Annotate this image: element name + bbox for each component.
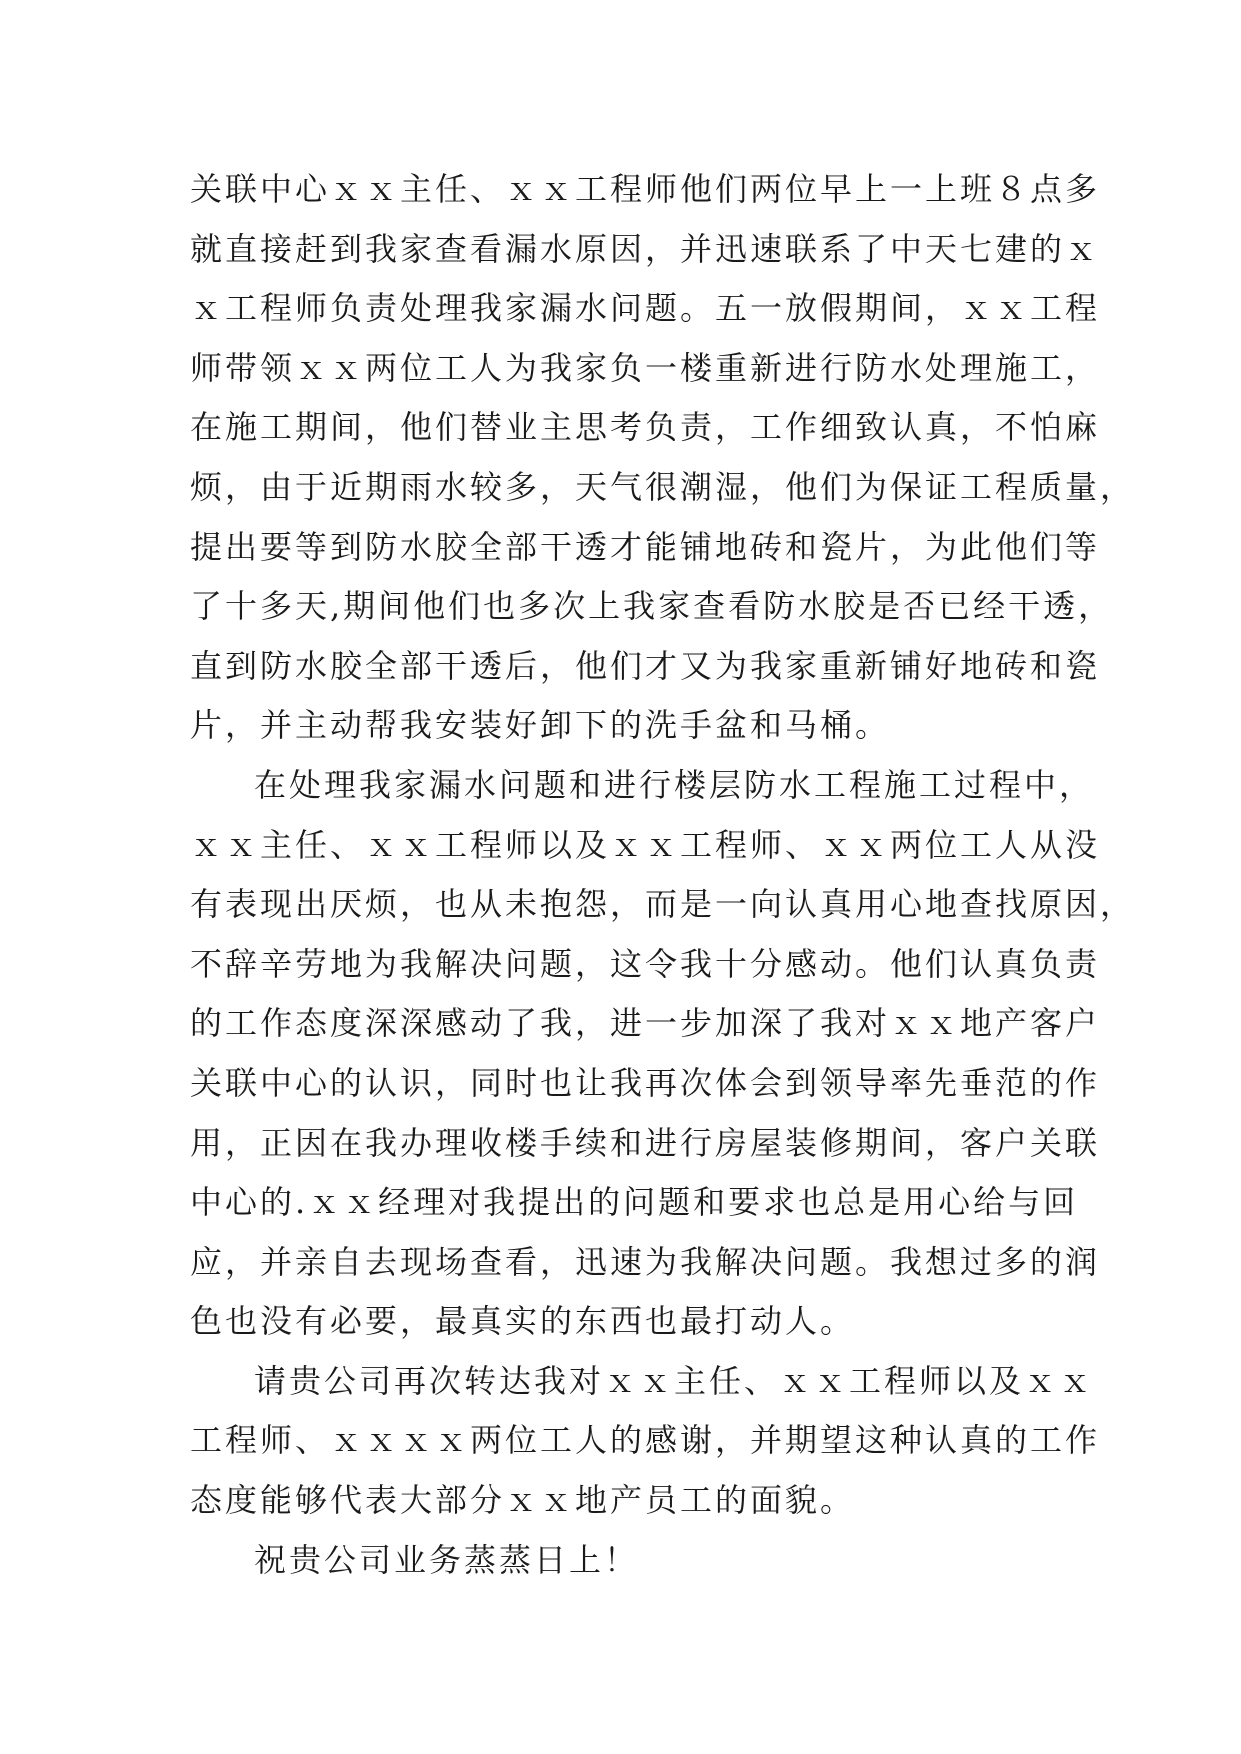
text-line: 直到防水胶全部干透后，他们才又为我家重新铺好地砖和瓷 xyxy=(190,646,1101,685)
text-line: 就直接赶到我家查看漏水原因，并迅速联系了中天七建的ｘ xyxy=(190,229,1101,268)
letter-body xyxy=(190,160,1136,1590)
text-line: 在施工期间，他们替业主思考负责，工作细致认真，不怕麻 xyxy=(190,408,1101,447)
text-line: 色也没有必要，最真实的东西也最打动人。 xyxy=(190,1302,856,1341)
text-line: 态度能够代表大部分ｘｘ地产员工的面貌。 xyxy=(190,1481,856,1520)
text-line: ｘｘ主任、ｘｘ工程师以及ｘｘ工程师、ｘｘ两位工人从没 xyxy=(190,825,1101,864)
paragraph-start-line: 请贵公司再次转达我对ｘｘ主任、ｘｘ工程师以及ｘｘ xyxy=(254,1361,1095,1400)
text-line: 师带领ｘｘ两位工人为我家负一楼重新进行防水处理施工， xyxy=(190,348,1101,387)
text-line: 工程师、ｘｘｘｘ两位工人的感谢，并期望这种认真的工作 xyxy=(190,1421,1101,1460)
text-line: 了十多天,期间他们也多次上我家查看防水胶是否已经干透， xyxy=(190,587,1114,626)
text-line: 不辞辛劳地为我解决问题，这令我十分感动。他们认真负责 xyxy=(190,944,1101,983)
text-line: 的工作态度深深感动了我，进一步加深了我对ｘｘ地产客户 xyxy=(190,1004,1101,1043)
text-line: 烦，由于近期雨水较多，天气很潮湿，他们为保证工程质量， xyxy=(190,467,1136,506)
text-line: 用，正因在我办理收楼手续和进行房屋装修期间，客户关联 xyxy=(190,1123,1101,1162)
text-line: 应，并亲自去现场查看，迅速为我解决问题。我想过多的润 xyxy=(190,1242,1101,1281)
closing-wish-line: 祝贵公司业务蒸蒸日上！ xyxy=(254,1540,640,1579)
text-line: 有表现出厌烦，也从未抱怨，而是一向认真用心地查找原因， xyxy=(190,885,1136,924)
text-line: ｘ工程师负责处理我家漏水问题。五一放假期间，ｘｘ工程 xyxy=(190,289,1101,328)
text-line: 关联中心ｘｘ主任、ｘｘ工程师他们两位早上一上班８点多 xyxy=(190,170,1101,208)
paragraph-start-line: 在处理我家漏水问题和进行楼层防水工程施工过程中， xyxy=(254,765,1095,804)
text-line: 关联中心的认识，同时也让我再次体会到领导率先垂范的作 xyxy=(190,1063,1101,1102)
text-line: 提出要等到防水胶全部干透才能铺地砖和瓷片，为此他们等 xyxy=(190,527,1101,566)
text-line: 中心的.ｘｘ经理对我提出的问题和要求也总是用心给与回 xyxy=(190,1183,1079,1222)
text-line: 片，并主动帮我安装好卸下的洗手盆和马桶。 xyxy=(190,706,891,745)
